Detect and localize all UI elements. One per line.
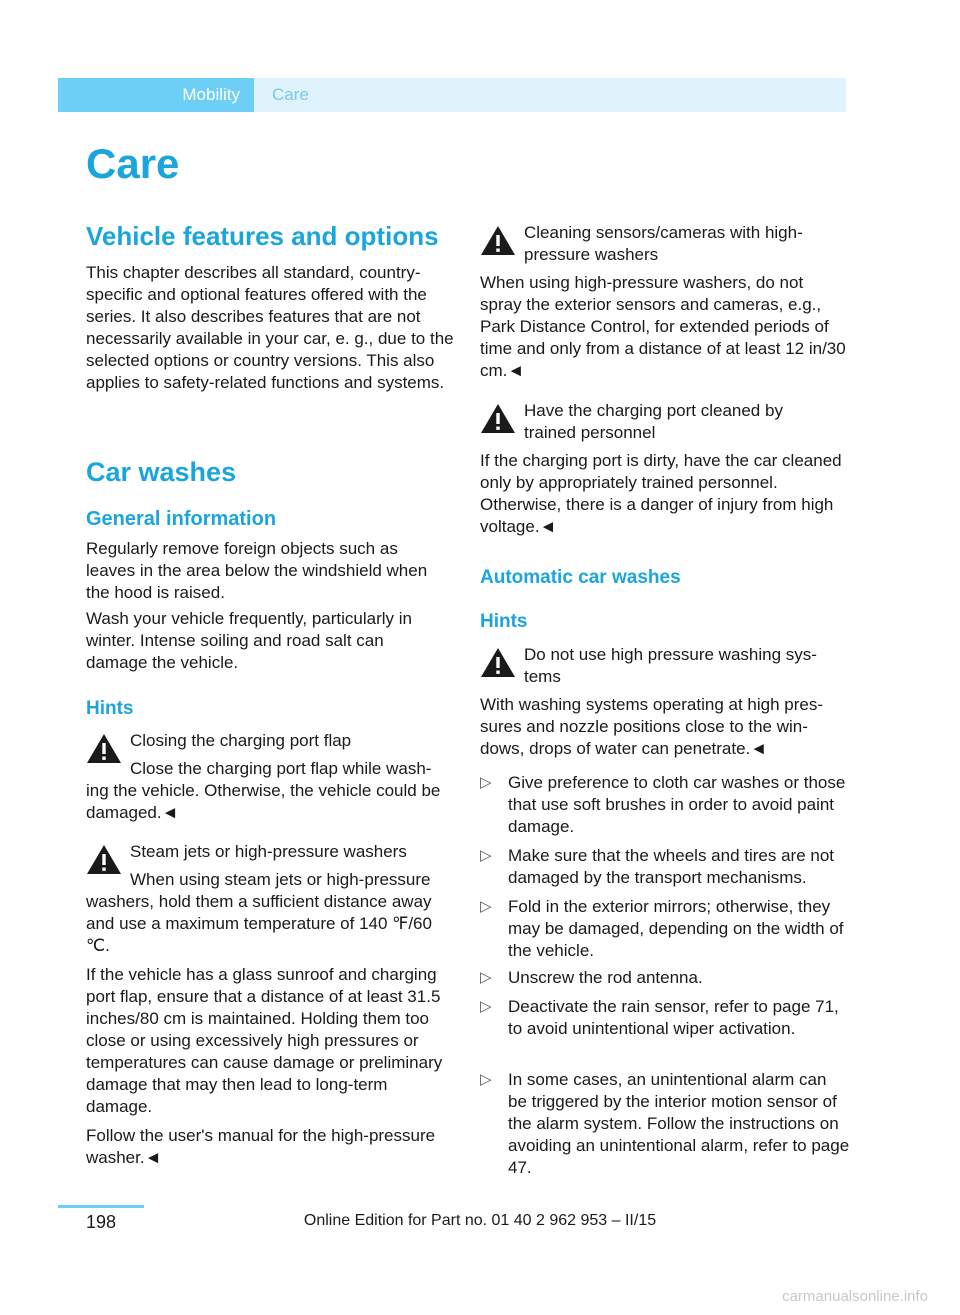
bullet-icon: ▷ <box>480 1071 492 1088</box>
warning-title: Do not use high pressure washing sys-tems <box>524 645 817 686</box>
paragraph-general-2: Wash your vehicle frequently, particularly in winter. Intense soiling and road salt can damage the vehicle. <box>86 609 412 672</box>
bullet-icon: ▷ <box>480 969 492 986</box>
heading-general-information: General information <box>86 508 277 530</box>
paragraph-user-manual: Follow the user's manual for the high-pressure washer.◄ <box>86 1126 436 1167</box>
header-bar <box>58 78 846 112</box>
warning-high-pressure <box>480 644 850 764</box>
warning-title: Closing the charging port flap <box>130 731 352 750</box>
bullet-icon: ▷ <box>480 998 492 1015</box>
warning-icon <box>480 646 516 678</box>
warning-body-first-line: Close the charging port flap while wash- <box>130 759 432 778</box>
heading-hints-left: Hints <box>86 698 134 719</box>
warning-body: washers, hold them a sufficient distance away and use a maximum temperature of 140 ℉/60 ℃. <box>86 892 432 955</box>
warning-body-first-line: When using steam jets or high-pressure <box>130 870 431 889</box>
warning-charging-flap <box>86 730 456 840</box>
heading-car-washes: Car washes <box>86 457 237 487</box>
warning-title: Cleaning sensors/cameras with high-pressure washers <box>524 223 803 264</box>
warning-body: If the charging port is dirty, have the car cleaned only by appropriately trained personnel. Otherwise, there is a danger of injury from high voltage.◄ <box>480 451 842 536</box>
warning-icon <box>86 732 122 764</box>
page-number: 198 <box>86 1212 117 1232</box>
bullet-icon: ▷ <box>480 774 492 791</box>
list-item-text: Give preference to cloth car washes or those that use soft brushes in order to avoid paint damage. <box>508 773 846 836</box>
warning-body: ing the vehicle. Otherwise, the vehicle could be damaged.◄ <box>86 781 441 822</box>
heading-automatic-car-washes: Automatic car washes <box>480 567 681 588</box>
list-item-text: Unscrew the rod antenna. <box>508 968 703 987</box>
section-tab-mobility: Mobility <box>58 78 254 112</box>
warning-title: Steam jets or high-pressure washers <box>130 842 407 861</box>
heading-vehicle-features: Vehicle features and options <box>86 221 439 251</box>
edition-label: Online Edition for Part no. 01 40 2 962 953 – II/15 <box>303 1212 657 1229</box>
warning-icon <box>86 843 122 875</box>
warning-charging-port <box>480 400 850 550</box>
warning-cleaning-sensors <box>480 222 850 382</box>
list-item-text: Fold in the exterior mirrors; otherwise, they may be damaged, depending on the width of the vehicle. <box>508 897 844 960</box>
watermark: carmanualsonline.info <box>782 1288 928 1305</box>
paragraph-general-1: Regularly remove foreign objects such as leaves in the area below the windshield when the hood is raised. <box>86 539 428 602</box>
warning-steam-jets <box>86 841 456 971</box>
warning-icon <box>480 402 516 434</box>
bullet-icon: ▷ <box>480 847 492 864</box>
warning-body: When using high-pressure washers, do not spray the exterior sensors and cameras, e.g., Park Distance Control, for extended periods of time and only from a distance of at least 12 in/30 cm.◄ <box>480 273 846 380</box>
warning-body: With washing systems operating at high pressures and nozzle positions close to the windows, drops of water can penetrate.◄ <box>480 695 823 758</box>
paragraph-sunroof: If the vehicle has a glass sunroof and charging port flap, ensure that a distance of at least 31.5 inches/80 cm is maintained. Holding them too close or using excessively high pressures or temperatures can cause damage or preliminary damage that may then lead to long-term damage. <box>86 965 443 1116</box>
bullet-icon: ▷ <box>480 898 492 915</box>
paragraph-features: This chapter describes all standard, country-specific and optional features offered with the series. It also describes features that are not necessarily available in your car, e. g., due to the selected options or country versions. This also applies to safety-related functions and systems. <box>86 263 454 392</box>
footer-accent-line <box>58 1205 144 1208</box>
heading-hints-right: Hints <box>480 611 528 632</box>
section-tab-care: Care <box>254 78 846 112</box>
list-item-text: In some cases, an unintentional alarm can be triggered by the interior motion sensor of the alarm system. Follow the instructions on avoiding an unintentional alarm, refer to page 47. <box>508 1070 850 1177</box>
list-item-text: Make sure that the wheels and tires are not damaged by the transport mechanisms. <box>508 846 835 887</box>
page-title: Care <box>86 140 180 187</box>
list-item-text: Deactivate the rain sensor, refer to page 71, to avoid unintentional wiper activation. <box>508 997 839 1038</box>
warning-icon <box>480 224 516 256</box>
warning-title: Have the charging port cleaned by trained personnel <box>524 401 783 442</box>
